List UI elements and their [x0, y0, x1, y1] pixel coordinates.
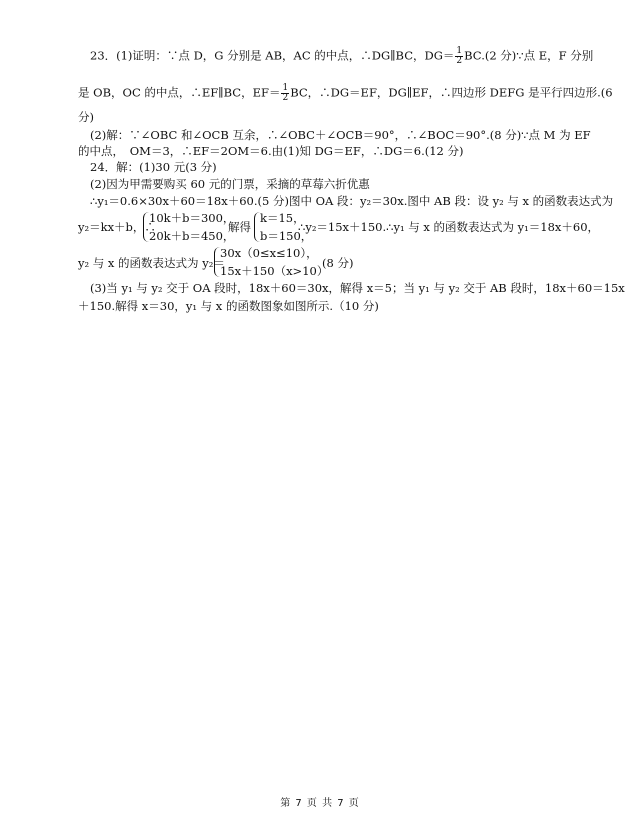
- q24-line-5-pre: y₂ 与 x 的函数表达式为 y₂＝: [78, 256, 225, 270]
- q23-line-2: [78, 84, 613, 103]
- q23-line-2-text-b: BC，∴DG＝EF，DG∥EF，∴四边形 DEFG 是平行四边形.(6: [290, 85, 613, 100]
- q24-line-4-pre: y₂＝kx＋b，∴: [78, 220, 156, 234]
- system-2-row-1: k＝15，: [260, 211, 305, 225]
- q24-line-3: ∴y₁＝0.6×30x＋60＝18x＋60.(5 分)图中 OA 段：y₂＝30x.图中 AB 段：设 y₂ 与 x 的函数表达式为: [90, 194, 614, 208]
- q23-line-4: (2)解：∵∠OBC 和∠OCB 互余，∴∠OBC＋∠OCB＝90°，∴∠BOC＝90°.(8 分)∵点 M 为 EF: [90, 128, 591, 142]
- q24-line-2: (2)因为甲需要购买 60 元的门票，采摘的草莓六折优惠: [90, 177, 370, 191]
- system-2-row-2: b＝150，: [260, 229, 313, 243]
- fraction-half: $\frac{1}{2}$: [282, 83, 289, 103]
- q23-line-1-text-a: 23．(1)证明：∵点 D，G 分别是 AB，AC 的中点，∴DG∥BC，DG＝: [90, 48, 455, 63]
- piecewise-row-1: 30x（0≤x≤10），: [220, 246, 318, 260]
- q24-line-5-post: (8 分): [322, 256, 354, 270]
- solve-label: 解得: [228, 220, 251, 234]
- q23-line-2-text-a: 是 OB，OC 的中点，∴EF∥BC，EF＝: [78, 85, 281, 100]
- q24-line-1: 24．解：(1)30 元(3 分): [90, 160, 217, 174]
- system-1-row-1: 10k＋b＝300，: [149, 211, 235, 225]
- q23-line-1-text-b: BC.(2 分)∵点 E，F 分别: [464, 48, 594, 63]
- system-1-row-2: 20k＋b＝450，: [149, 229, 235, 243]
- q24-line-7: ＋150.解得 x＝30，y₁ 与 x 的函数图象如图所示.（10 分): [78, 299, 379, 313]
- piecewise-row-2: 15x＋150（x>10）: [220, 264, 329, 278]
- q23-line-3: 分): [78, 110, 94, 124]
- page-footer: 第 7 页 共 7 页: [280, 798, 360, 809]
- fraction-half: $\frac{1}{2}$: [456, 46, 463, 66]
- q23-line-1: [90, 47, 593, 66]
- q24-line-4-post: ∴y₂＝15x＋150.∴y₁ 与 x 的函数表达式为 y₁＝18x＋60，: [298, 220, 600, 234]
- q23-line-5: 的中点， OM＝3，∴EF＝2OM＝6.由(1)知 DG＝EF，∴DG＝6.(12 分): [78, 144, 464, 158]
- q24-line-6: (3)当 y₁ 与 y₂ 交于 OA 段时，18x＋60＝30x，解得 x＝5；当 y₁ 与 y₂ 交于 AB 段时，18x＋60＝15x: [90, 281, 625, 295]
